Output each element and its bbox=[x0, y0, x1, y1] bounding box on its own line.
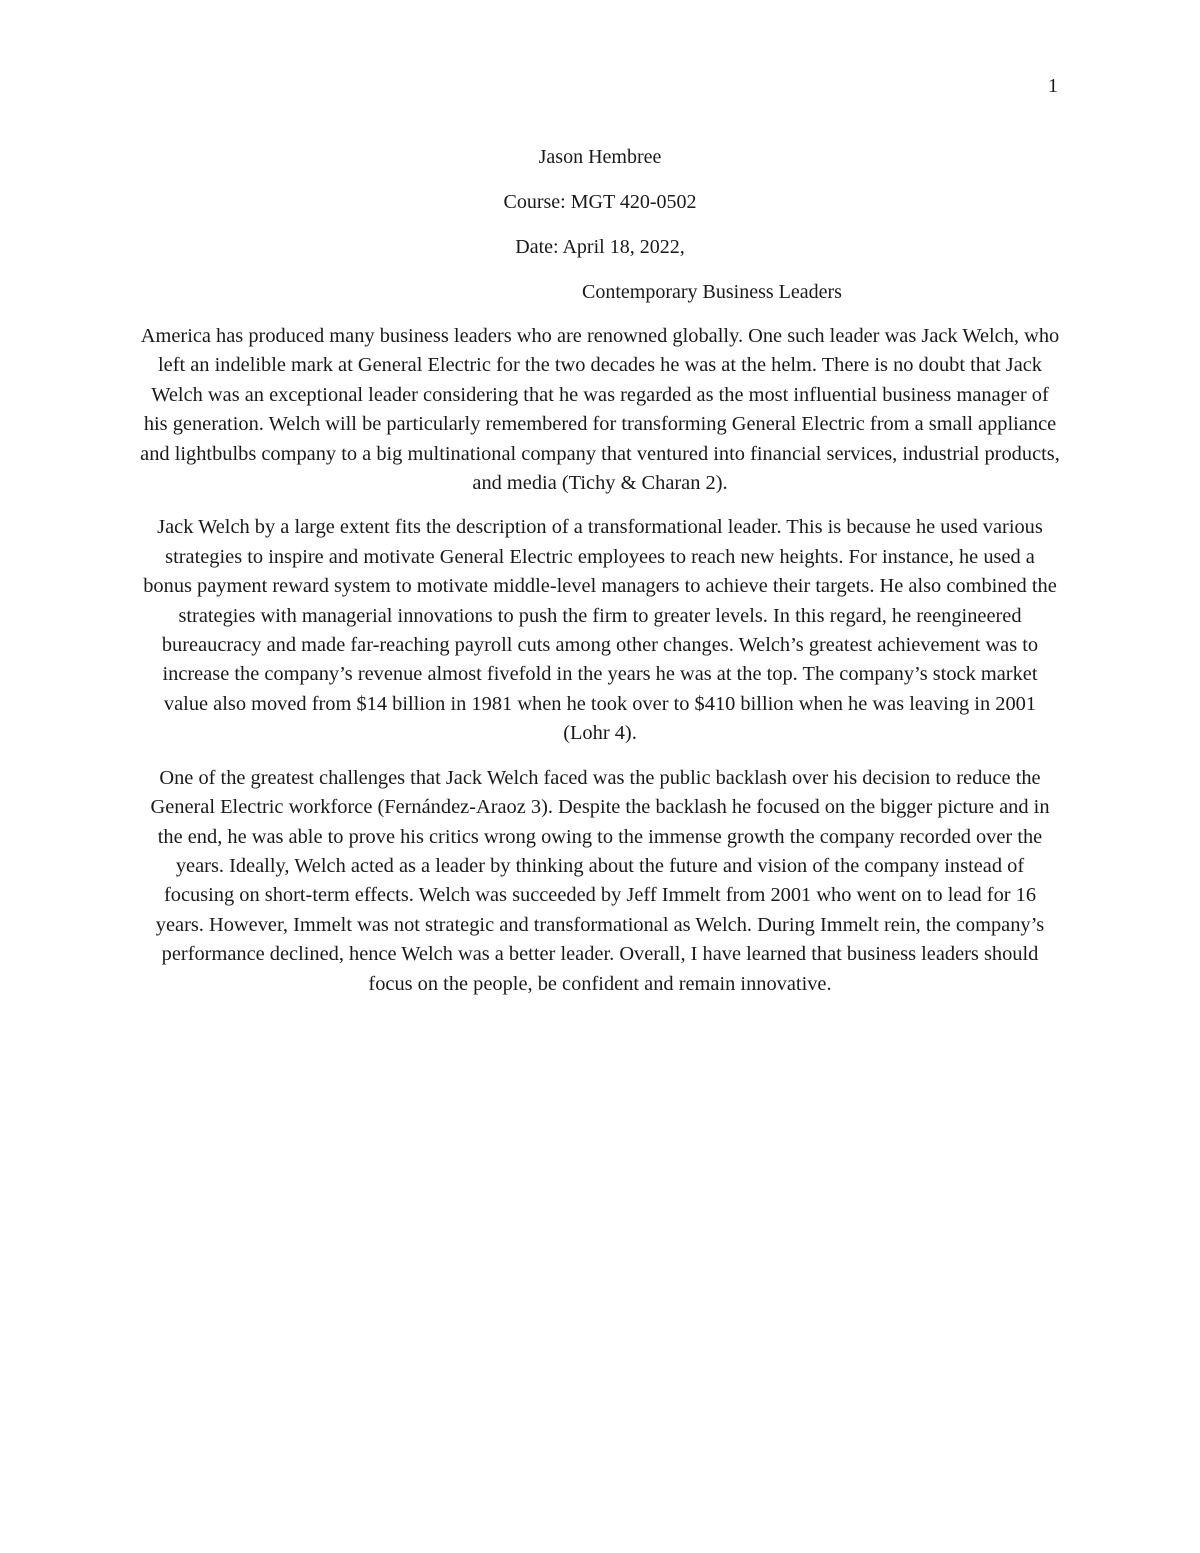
course-line: Course: MGT 420-0502 bbox=[503, 191, 697, 213]
paragraph-2: Jack Welch by a large extent fits the description of a transformational leader. This is because he used various strategies to inspire and motivate General Electric employees to reach new heights. For instance, he used a bonus payment reward system to motivate middle-level managers to achieve their targets. He also combined the strategies with managerial innovations to push the firm to greater levels. In this regard, he reengineered bureaucracy and made far-reaching payroll cuts among other changes. Welch’s greatest achievement was to increase the company’s revenue almost fivefold in the years he was at the top. The company’s stock market value also moved from $14 billion in 1981 when he took over to $410 billion when he was leaving in 2001 (Lohr 4). bbox=[143, 516, 1057, 745]
header-block bbox=[0, 143, 1200, 278]
document-title: Contemporary Business Leaders bbox=[582, 281, 842, 303]
body-text bbox=[140, 322, 1060, 1014]
author-name: Jason Hembree bbox=[538, 146, 662, 168]
paragraph-3: One of the greatest challenges that Jack Welch faced was the public backlash over his decision to reduce the General Electric workforce (Fernández-Araoz 3). Despite the backlash he focused on the bigger picture and in the end, he was able to prove his critics wrong owing to the immense growth the company recorded over the years. Ideally, Welch acted as a leader by thinking about the future and vision of the company instead of focusing on short-term effects. Welch was succeeded by Jeff Immelt from 2001 who went on to lead for 16 years. However, Immelt was not strategic and transformational as Welch. During Immelt rein, the company’s performance declined, hence Welch was a better leader. Overall, I have learned that business leaders should focus on the people, be confident and remain innovative. bbox=[150, 766, 1050, 995]
date-line: Date: April 18, 2022, bbox=[515, 236, 685, 258]
paragraph-1: America has produced many business leaders who are renowned globally. One such leader was Jack Welch, who left an indelible mark at General Electric for the two decades he was at the helm. There is no doubt that Jack Welch was an exceptional leader considering that he was regarded as the most influential business manager of his generation. Welch will be particularly remembered for transforming General Electric from a small appliance and lightbulbs company to a big multinational company that ventured into financial services, industrial products, and media (Tichy & Charan 2). bbox=[140, 325, 1060, 495]
page-number: 1 bbox=[1048, 75, 1058, 97]
